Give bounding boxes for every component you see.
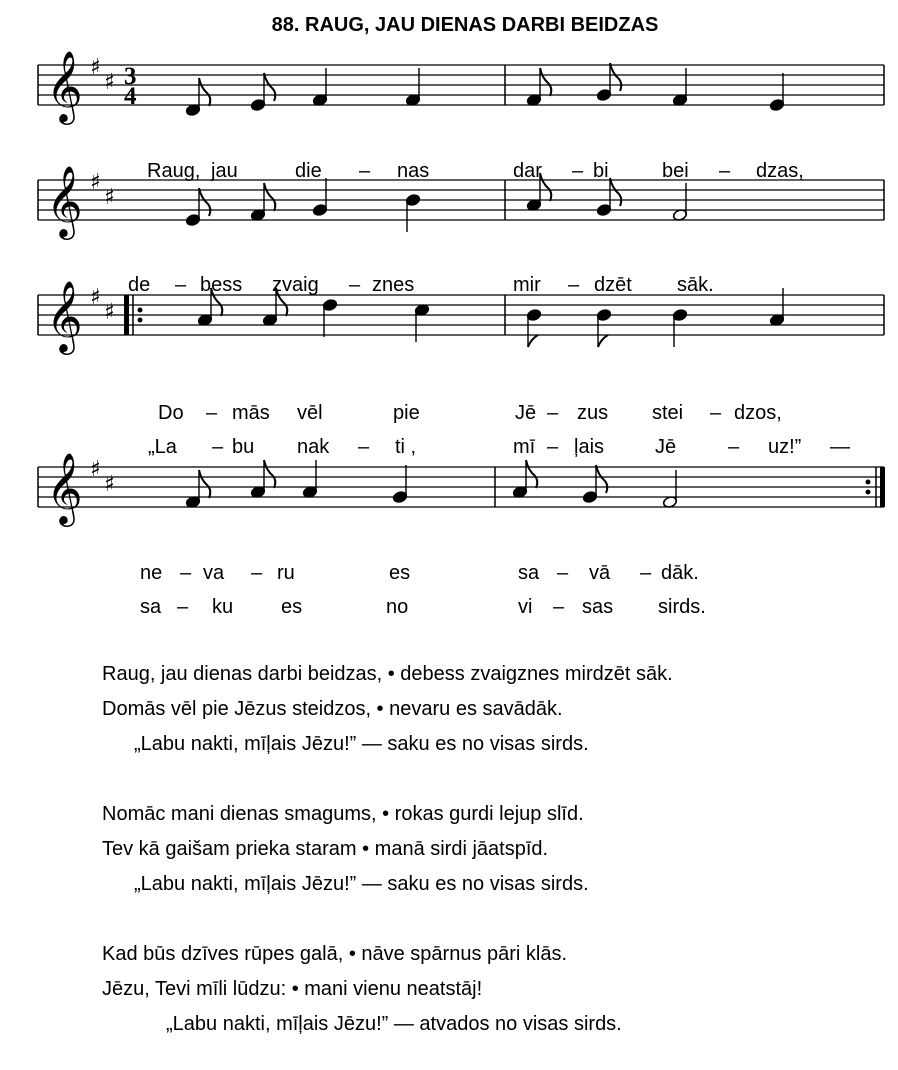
verse-2-line-1: Nomāc mani dienas smagums, • rokas gurdi lejup slīd. xyxy=(102,803,584,825)
lyric-syllable: — xyxy=(830,436,850,458)
verse-3-refrain: „Labu nakti, mīļais Jēzu!” — atvados no visas sirds. xyxy=(166,1013,622,1035)
lyric-syllable: – xyxy=(175,274,187,296)
lyric-syllable: nas xyxy=(397,160,430,182)
lyric-syllable: – xyxy=(547,436,559,458)
note-flag xyxy=(199,470,210,498)
lyric-syllable: – xyxy=(719,160,731,182)
verse-2-line-2: Tev kā gaišam prieka staram • manā sirdi jāatspīd. xyxy=(102,838,549,860)
repeat-dot xyxy=(138,318,143,323)
lyric-syllable: bei xyxy=(662,160,689,182)
lyric-syllable: Raug, xyxy=(147,160,201,182)
lyric-syllable: znes xyxy=(372,274,415,296)
lyric-syllable: „La xyxy=(148,436,177,458)
lyric-syllable: pie xyxy=(393,402,420,424)
note-flag xyxy=(199,188,210,216)
sharp-icon: ♯ xyxy=(104,70,115,95)
lyric-syllable: va xyxy=(203,562,225,584)
lyric-syllable: ne xyxy=(140,562,163,584)
lyric-syllable: dzos, xyxy=(734,402,782,424)
lyric-syllable: – xyxy=(212,436,224,458)
lyric-syllable: Do xyxy=(158,402,184,424)
lyric-syllable: mī xyxy=(513,436,536,458)
repeat-dot xyxy=(138,308,143,313)
note-flag xyxy=(540,68,551,96)
note-flag xyxy=(598,335,608,347)
lyric-syllable: stei xyxy=(652,402,684,424)
note-flag xyxy=(596,465,607,493)
lyric-syllable: zvaig xyxy=(272,274,319,296)
verse-1-line-1: Raug, jau dienas darbi beidzas, • debess zvaigznes mirdzēt sāk. xyxy=(102,663,673,685)
lyric-syllable: zus xyxy=(577,402,609,424)
verse-3-line-2: Jēzu, Tevi mīli lūdzu: • mani vienu neatstāj! xyxy=(102,978,483,1000)
lyric-syllable: – xyxy=(640,562,652,584)
lyric-syllable: bu xyxy=(232,436,255,458)
time-signature-bottom: 4 xyxy=(124,83,137,110)
lyric-syllable: sāk. xyxy=(677,274,714,296)
lyric-syllable: – xyxy=(180,562,192,584)
lyric-syllable: – xyxy=(710,402,722,424)
lyric-syllable: ļais xyxy=(574,436,605,458)
lyric-syllable: dzēt xyxy=(594,274,632,296)
lyric-syllable: ku xyxy=(212,596,234,618)
lyric-syllable: dzas, xyxy=(756,160,804,182)
lyric-syllable: no xyxy=(386,596,409,618)
lyric-syllable: Jē xyxy=(655,436,677,458)
time-signature-top: 3 xyxy=(124,63,137,90)
note-flag xyxy=(199,78,210,106)
lyric-syllable: – xyxy=(572,160,584,182)
note-flag xyxy=(528,335,538,347)
lyric-syllable: – xyxy=(553,596,565,618)
lyric-syllable: – xyxy=(177,596,189,618)
verse-1-line-2: Domās vēl pie Jēzus steidzos, • nevaru es savādāk. xyxy=(102,698,563,720)
sharp-icon: ♯ xyxy=(90,285,101,310)
lyric-syllable: Jē xyxy=(515,402,537,424)
note-flag xyxy=(264,73,275,101)
lyric-syllable: es xyxy=(281,596,303,618)
lyric-syllable: sa xyxy=(518,562,540,584)
lyric-syllable: – xyxy=(547,402,559,424)
verse-2-refrain: „Labu nakti, mīļais Jēzu!” — saku es no visas sirds. xyxy=(134,873,589,895)
note-flag xyxy=(610,178,621,206)
note-flag xyxy=(526,460,537,488)
lyric-syllable: – xyxy=(568,274,580,296)
lyric-syllable: dar xyxy=(513,160,542,182)
sharp-icon: ♯ xyxy=(90,55,101,80)
lyric-syllable: sas xyxy=(582,596,614,618)
lyric-syllable: – xyxy=(358,436,370,458)
lyric-syllable: nak xyxy=(297,436,330,458)
sharp-icon: ♯ xyxy=(104,472,115,497)
treble-clef-icon: 𝄞 xyxy=(46,49,83,122)
repeat-dot xyxy=(866,480,871,485)
note-flag xyxy=(610,63,621,91)
lyric-syllable: de xyxy=(128,274,151,296)
lyric-syllable: – xyxy=(557,562,569,584)
lyric-syllable: – xyxy=(206,402,218,424)
verse-3-line-1: Kad būs dzīves rūpes galā, • nāve spārnus pāri klās. xyxy=(102,943,568,965)
repeat-bar xyxy=(124,295,129,335)
lyric-syllable: ru xyxy=(277,562,295,584)
lyric-syllable: uz!” xyxy=(768,436,802,458)
lyric-syllable: sa xyxy=(140,596,162,618)
lyric-syllable: dāk. xyxy=(661,562,699,584)
note-flag xyxy=(264,183,275,211)
lyric-syllable: ti , xyxy=(395,436,417,458)
lyric-syllable: vā xyxy=(589,562,611,584)
lyric-syllable: – xyxy=(359,160,371,182)
sharp-icon: ♯ xyxy=(90,170,101,195)
sharp-icon: ♯ xyxy=(104,185,115,210)
verse-1-refrain: „Labu nakti, mīļais Jēzu!” — saku es no visas sirds. xyxy=(134,733,589,755)
lyric-syllable: – xyxy=(349,274,361,296)
lyric-syllable: mās xyxy=(232,402,270,424)
lyric-syllable: – xyxy=(251,562,263,584)
lyric-syllable: mir xyxy=(513,274,541,296)
lyric-syllable: sirds. xyxy=(658,596,706,618)
lyric-syllable: jau xyxy=(211,160,238,182)
lyric-syllable: bess xyxy=(200,274,243,296)
lyric-syllable: es xyxy=(389,562,411,584)
final-barline xyxy=(880,467,885,507)
lyric-syllable: vi xyxy=(518,596,533,618)
lyric-syllable: die xyxy=(295,160,322,182)
lyric-syllable: – xyxy=(728,436,740,458)
hymn-title: 88. RAUG, JAU DIENAS DARBI BEIDZAS xyxy=(271,14,659,36)
note-flag xyxy=(264,460,275,488)
treble-clef-icon: 𝄞 xyxy=(46,451,83,524)
repeat-dot xyxy=(866,490,871,495)
treble-clef-icon: 𝄞 xyxy=(46,279,83,352)
sharp-icon: ♯ xyxy=(104,300,115,325)
sharp-icon: ♯ xyxy=(90,457,101,482)
lyric-syllable: vēl xyxy=(297,402,323,424)
treble-clef-icon: 𝄞 xyxy=(46,164,83,237)
lyric-syllable: bi xyxy=(593,160,609,182)
